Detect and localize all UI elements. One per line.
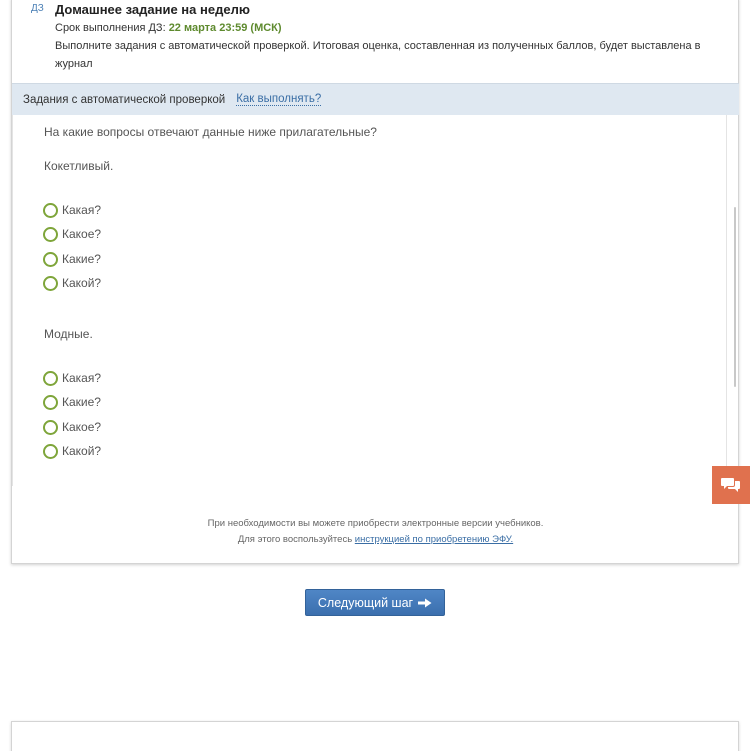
homework-card xyxy=(11,0,739,564)
how-to-link[interactable]: Как выполнять? xyxy=(236,93,322,105)
option-label: Какой? xyxy=(62,444,102,458)
content-scrollbar[interactable] xyxy=(734,207,736,387)
radio-button[interactable] xyxy=(43,252,58,267)
option-label: Какой? xyxy=(62,276,102,290)
radio-option[interactable] xyxy=(43,226,101,242)
radio-button[interactable] xyxy=(43,444,58,459)
homework-description: Выполните задания с автоматической проверкой. Итоговая оценка, составленная из полученных баллов, будет выставлена в журнал xyxy=(55,40,701,70)
homework-tag: ДЗ xyxy=(31,3,44,14)
radio-option[interactable] xyxy=(43,275,101,291)
chat-button[interactable] xyxy=(712,466,750,504)
word-label: Модные. xyxy=(44,327,93,341)
deadline-label: Срок выполнения ДЗ: xyxy=(55,22,166,34)
homework-deadline xyxy=(55,19,698,37)
option-label: Какие? xyxy=(62,252,101,266)
radio-option[interactable] xyxy=(43,251,101,267)
deadline-value: 22 марта 23:59 (МСК) xyxy=(168,22,282,34)
task-tabbar xyxy=(12,83,739,115)
radio-option[interactable] xyxy=(43,370,101,386)
efu-instruction-link[interactable]: инструкцией по приобретению ЭФУ. xyxy=(354,534,514,545)
radio-button[interactable] xyxy=(43,203,58,218)
footnote xyxy=(12,516,739,548)
question-text: На какие вопросы отвечают данные ниже прилагательные? xyxy=(44,125,377,139)
option-label: Какое? xyxy=(62,227,102,241)
radio-button[interactable] xyxy=(43,420,58,435)
radio-option[interactable] xyxy=(43,394,101,410)
radio-button[interactable] xyxy=(43,371,58,386)
radio-option[interactable] xyxy=(43,202,101,218)
next-step-label: Следующий шаг xyxy=(317,595,414,610)
task-content xyxy=(12,115,727,486)
option-label: Какие? xyxy=(62,395,101,409)
word-label: Кокетливый. xyxy=(44,159,114,173)
homework-header xyxy=(12,0,738,84)
footnote-line2 xyxy=(12,532,739,548)
footnote-prefix: Для этого воспользуйтесь xyxy=(237,534,353,545)
radio-button[interactable] xyxy=(43,276,58,291)
next-section-card xyxy=(11,721,739,751)
option-label: Какая? xyxy=(62,371,102,385)
option-label: Какое? xyxy=(62,420,102,434)
homework-title: Домашнее задание на неделю xyxy=(55,2,250,17)
radio-option[interactable] xyxy=(43,443,101,459)
radio-button[interactable] xyxy=(43,395,58,410)
next-step-button[interactable] xyxy=(305,589,445,616)
arrow-right-icon xyxy=(418,598,432,608)
radio-option[interactable] xyxy=(43,419,101,435)
radio-button[interactable] xyxy=(43,227,58,242)
chat-bubbles-icon xyxy=(721,477,741,493)
option-label: Какая? xyxy=(62,203,102,217)
tab-auto-check[interactable]: Задания с автоматической проверкой xyxy=(23,93,226,106)
footnote-line1: При необходимости вы можете приобрести электронные версии учебников. xyxy=(207,518,544,529)
